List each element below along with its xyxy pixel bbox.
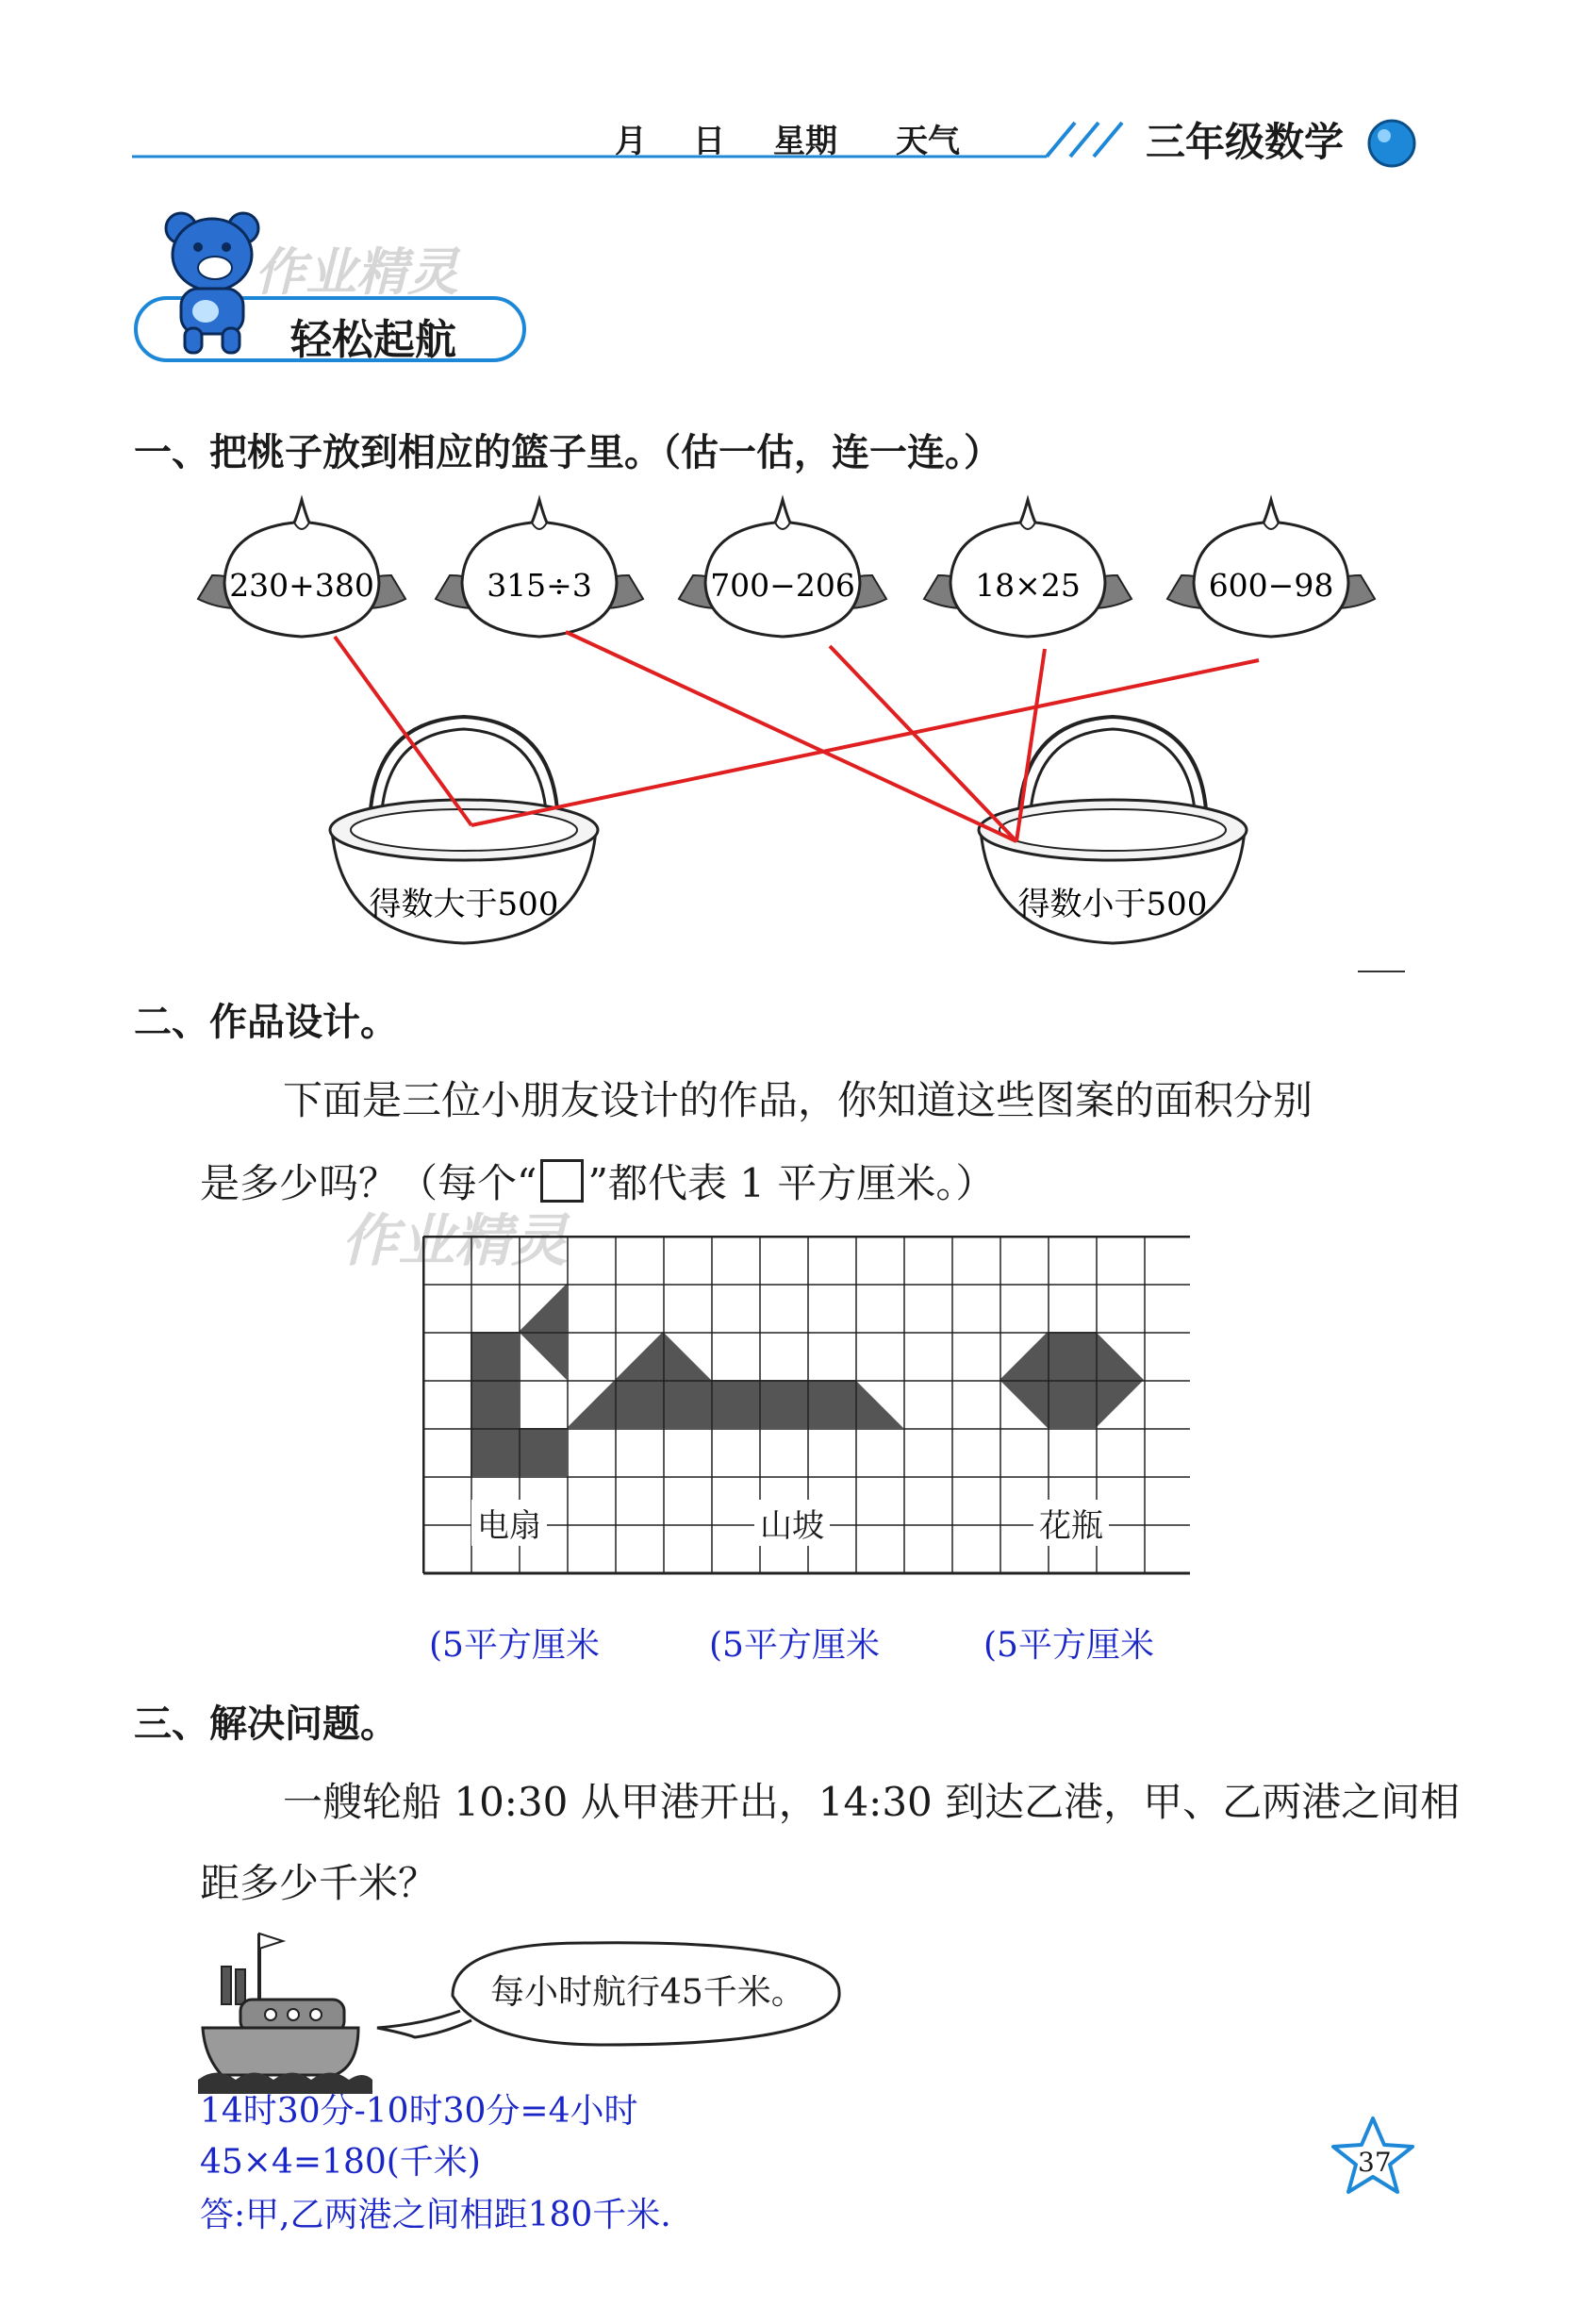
basket-label-1: 得数大于500 — [369, 886, 559, 923]
peach-label-5: 600−98 — [1208, 567, 1334, 604]
answer-hill: (5平方厘米 — [709, 1626, 880, 1665]
bubble-text: 每小时航行45千米。 — [490, 1973, 805, 2012]
peach-2 — [436, 500, 643, 637]
basket-1 — [330, 717, 598, 943]
banner-watermark: 作业精灵 — [255, 242, 458, 302]
section3-text-line2: 距多少千米？ — [200, 1860, 438, 1906]
banner-title: 轻松起航 — [290, 316, 456, 364]
section-banner — [123, 208, 537, 368]
section2-text-line2 — [200, 1153, 995, 1209]
shape-vase — [1000, 1332, 1144, 1428]
answer-line-1: 14时30分-10时30分=4小时 — [200, 2092, 638, 2131]
section3-title: 三、解决问题。 — [134, 1702, 398, 1746]
label-fan: 电扇 — [471, 1500, 547, 1546]
peach-basket-diagram — [0, 490, 1586, 981]
section2-text-line2-before: 是多少吗？（每个“ — [200, 1160, 537, 1206]
date-field-weekday: 星期 — [773, 123, 837, 160]
section2-title: 二、作品设计。 — [134, 1001, 398, 1044]
peach-label-3: 700−206 — [710, 567, 855, 604]
peach-1 — [198, 500, 405, 637]
page-number: 37 — [1358, 2147, 1392, 2178]
section2-watermark: 作业精灵 — [341, 1208, 568, 1274]
peach-3 — [679, 500, 886, 637]
shape-fan — [471, 1284, 567, 1476]
date-field-day: 日 — [693, 123, 725, 160]
section3-text-line1: 一艘轮船 10:30 从甲港开出，14:30 到达乙港，甲、乙两港之间相 — [283, 1779, 1461, 1825]
answer-line-3: 答:甲,乙两港之间相距180千米. — [200, 2196, 671, 2234]
ship-icon — [193, 1924, 391, 2103]
section2-text-line1: 下面是三位小朋友设计的作品，你知道这些图案的面积分别 — [283, 1077, 1313, 1123]
answer-vase: (5平方厘米 — [983, 1626, 1154, 1665]
label-vase: 花瓶 — [1033, 1500, 1109, 1546]
label-hill: 山坡 — [754, 1500, 830, 1546]
section1-title: 一、把桃子放到相应的篮子里。（估一估，连一连。） — [134, 431, 1001, 474]
book-title: 三年级数学 — [1146, 119, 1345, 165]
date-field-weather: 天气 — [896, 123, 960, 160]
area-grid — [422, 1236, 1190, 1579]
date-field-month: 月 — [615, 123, 647, 160]
shape-hill — [567, 1332, 903, 1428]
section2-text-line2-after: ”都代表 1 平方厘米。） — [587, 1160, 996, 1206]
connect-line-2 — [566, 632, 1016, 841]
peach-5 — [1167, 500, 1375, 637]
blue-dot-icon — [1365, 117, 1418, 170]
answer-fan: (5平方厘米 — [429, 1626, 600, 1665]
answer-line-2: 45×4=180(千米) — [200, 2143, 481, 2182]
bear-mascot-icon — [160, 208, 264, 358]
peach-label-1: 230+380 — [229, 567, 374, 604]
peach-label-2: 315÷3 — [487, 567, 592, 604]
peach-label-4: 18×25 — [975, 567, 1081, 604]
basket-label-2: 得数小于500 — [1017, 886, 1208, 923]
page-header — [0, 0, 1586, 189]
peach-4 — [924, 500, 1132, 637]
